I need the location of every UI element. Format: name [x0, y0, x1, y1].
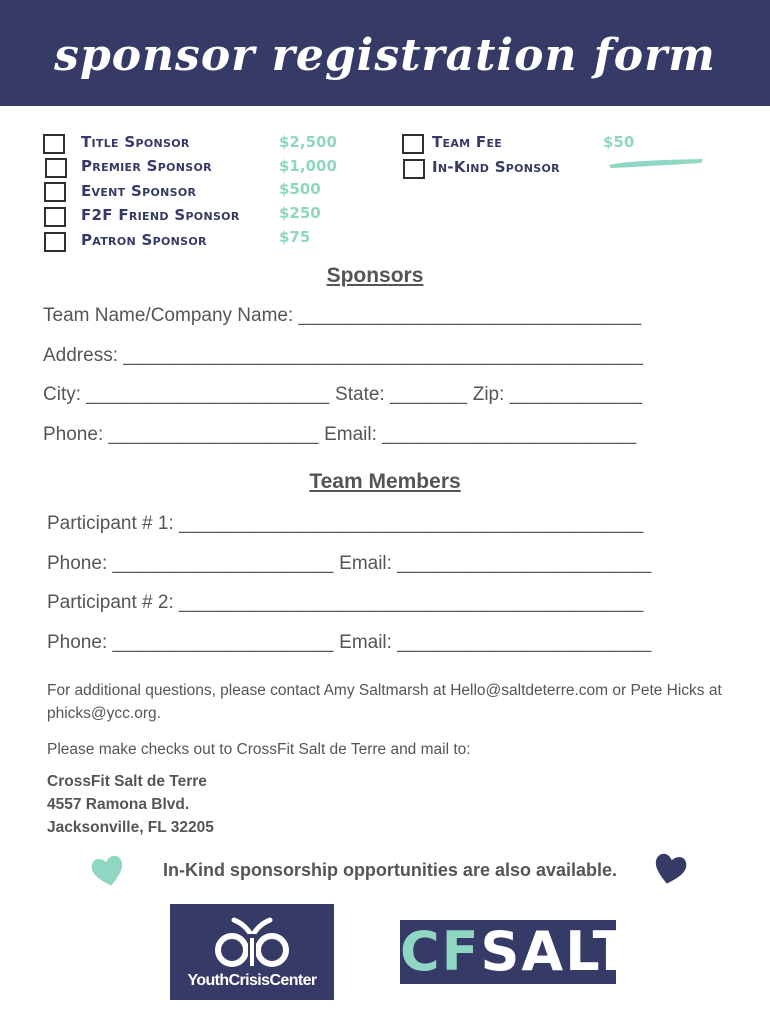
checkbox-title-sponsor[interactable] — [43, 134, 65, 154]
participant-1-row — [47, 513, 644, 535]
checks-text: Please make checks out to CrossFit Salt de Terre and mail to: — [47, 741, 471, 758]
in-kind-note: In-Kind sponsorship opportunities are also available. — [162, 860, 618, 880]
option-price: $50 — [603, 133, 635, 151]
checkbox-in-kind-sponsor[interactable] — [403, 159, 425, 179]
phone-label: Phone: — [43, 424, 104, 445]
option-price: $75 — [279, 228, 311, 246]
option-price: $1,000 — [279, 157, 337, 175]
city-label: City: — [43, 384, 81, 405]
state-label: State: — [335, 384, 385, 405]
option-label: In-Kind Sponsor — [432, 158, 560, 176]
option-price: $2,500 — [279, 133, 337, 151]
checkbox-premier-sponsor[interactable] — [45, 158, 67, 178]
team-members-heading: Team Members — [309, 470, 461, 493]
address-label: Address: — [43, 345, 118, 366]
participant-1-field[interactable]: __________________________________________ — [179, 513, 644, 534]
option-label: Title Sponsor — [81, 133, 190, 151]
header-banner — [0, 0, 770, 106]
option-price: $250 — [279, 204, 321, 222]
zip-label: Zip: — [472, 384, 505, 405]
company-name-label: Team Name/Company Name: — [43, 305, 294, 326]
option-price: $500 — [279, 180, 321, 198]
email-label: Email: — [339, 553, 392, 574]
phone-label: Phone: — [47, 632, 108, 653]
cf-salt-logo — [400, 920, 632, 984]
checkbox-f2f-friend-sponsor[interactable] — [44, 207, 66, 227]
participant-2-label: Participant # 2: — [47, 592, 174, 613]
checkbox-team-fee[interactable] — [402, 134, 424, 154]
participant-2-field[interactable]: __________________________________________ — [179, 592, 644, 613]
youth-crisis-center-logo — [170, 904, 334, 1000]
mailing-address-line2: 4557 Ramona Blvd. — [47, 796, 190, 813]
phone-field[interactable]: ___________________ — [108, 424, 319, 445]
email-label: Email: — [339, 632, 392, 653]
address-row — [43, 345, 643, 367]
city-state-zip-row — [43, 384, 643, 406]
participant-1-email-field[interactable]: _______________________ — [397, 553, 652, 574]
checkbox-patron-sponsor[interactable] — [44, 232, 66, 252]
state-field[interactable]: _______ — [389, 384, 468, 405]
participant-2-row — [47, 592, 644, 614]
option-label: Team Fee — [432, 133, 503, 151]
address-field[interactable]: _______________________________________________ — [123, 345, 644, 366]
participant-1-label: Participant # 1: — [47, 513, 174, 534]
form-title: sponsor registration form — [54, 30, 716, 81]
option-label: F2F Friend Sponsor — [81, 206, 240, 224]
questions-text: For additional questions, please contact Amy Saltmarsh at Hello@saltdeterre.com or Pete Hicks at phicks@ycc.org. — [47, 682, 722, 722]
checkbox-event-sponsor[interactable] — [44, 182, 66, 202]
email-label: Email: — [324, 424, 377, 445]
sponsors-heading: Sponsors — [326, 264, 424, 287]
option-label: Event Sponsor — [81, 182, 197, 200]
option-label: Premier Sponsor — [81, 157, 212, 175]
cf-logo-part-a: CF — [400, 920, 481, 983]
zip-field[interactable]: ____________ — [509, 384, 643, 405]
cf-salt-logo-text — [400, 920, 632, 983]
company-name-row — [43, 305, 642, 327]
brush-stroke — [607, 157, 705, 169]
participant-2-email-field[interactable]: _______________________ — [397, 632, 652, 653]
ycc-emblem-icon — [208, 916, 296, 968]
participant-2-phone-field[interactable]: ____________________ — [112, 632, 334, 653]
mailing-address-line1: CrossFit Salt de Terre — [47, 773, 207, 790]
company-name-field[interactable]: _______________________________ — [298, 305, 642, 326]
ycc-logo-text: YouthCrisisCenter — [187, 972, 317, 989]
cf-logo-part-b: SALT — [480, 920, 632, 983]
option-label: Patron Sponsor — [81, 231, 207, 249]
mailing-address-line3: Jacksonville, FL 32205 — [47, 819, 214, 836]
participant-2-phone-email-row — [47, 632, 652, 654]
participant-1-phone-field[interactable]: ____________________ — [112, 553, 334, 574]
phone-label: Phone: — [47, 553, 108, 574]
sponsor-phone-email-row — [43, 424, 637, 446]
email-field[interactable]: _______________________ — [382, 424, 637, 445]
participant-1-phone-email-row — [47, 553, 652, 575]
heart-icon — [652, 851, 688, 887]
city-field[interactable]: ______________________ — [86, 384, 330, 405]
